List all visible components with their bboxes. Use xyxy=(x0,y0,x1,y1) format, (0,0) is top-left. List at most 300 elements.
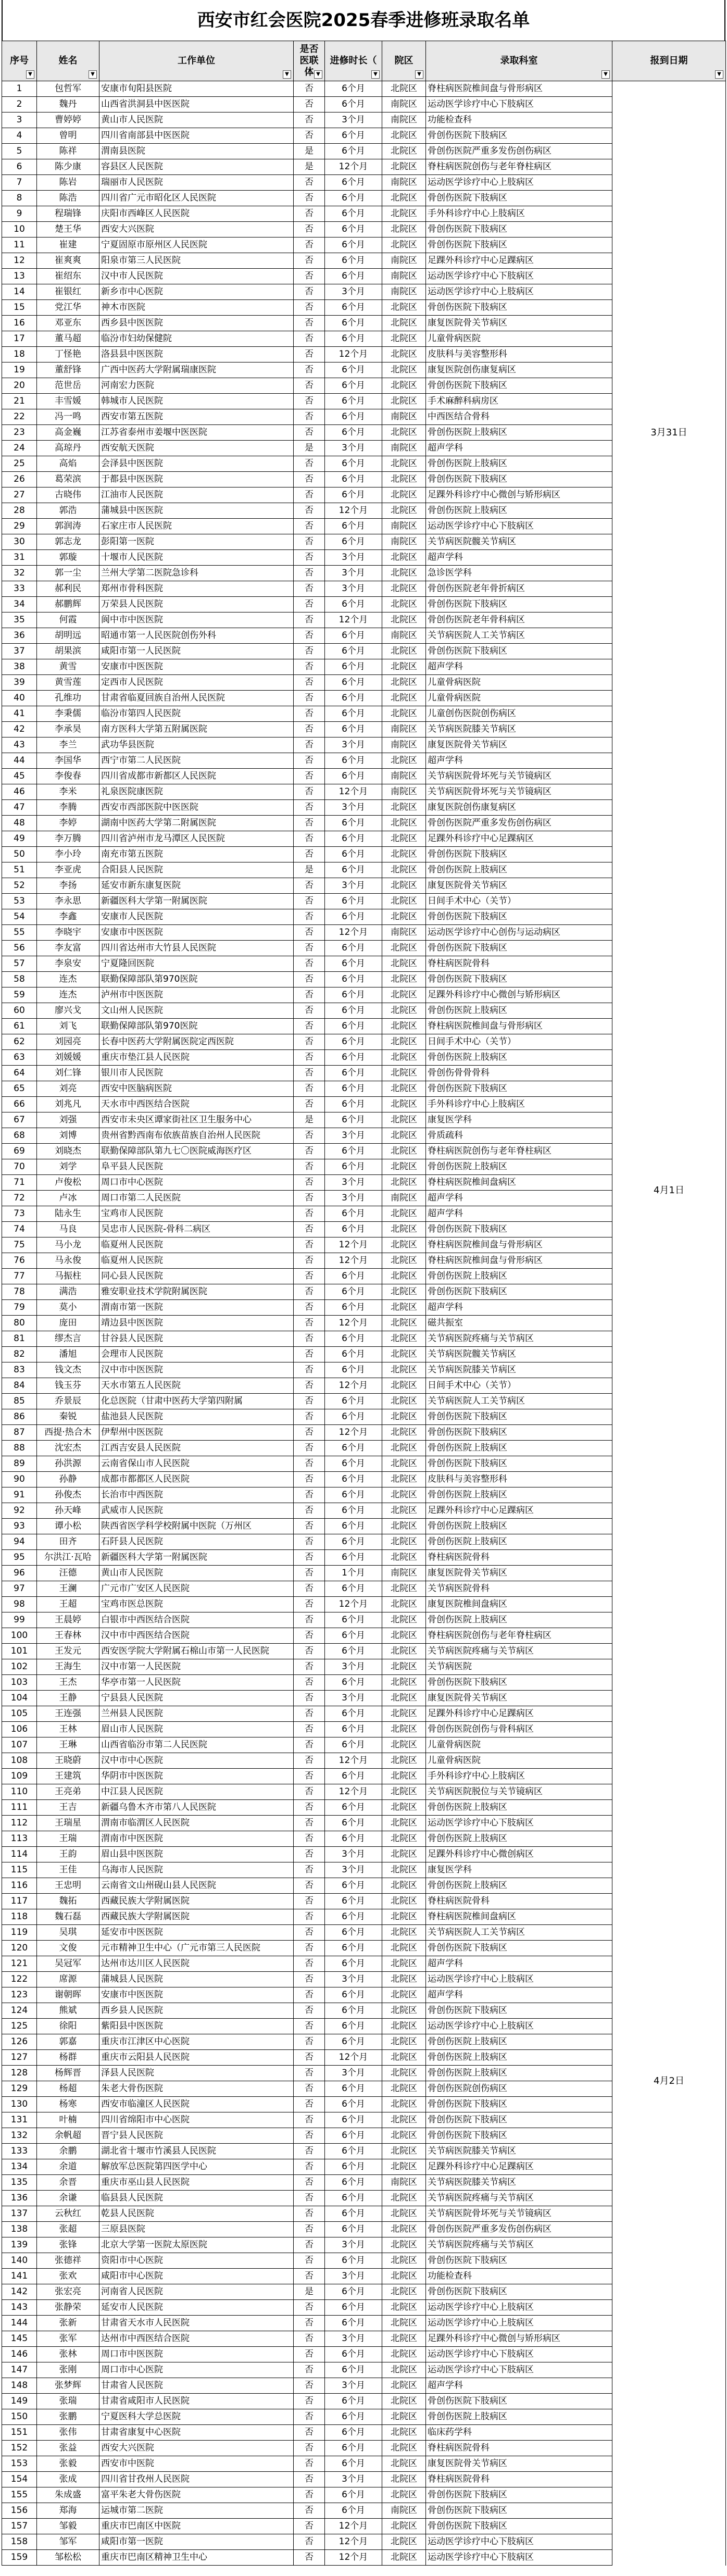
row-index: 7 xyxy=(2,175,37,191)
row-alliance: 否 xyxy=(294,2222,325,2237)
row-alliance: 否 xyxy=(294,1316,325,1331)
row-index: 136 xyxy=(2,2191,37,2206)
row-name: 李扬 xyxy=(37,878,99,894)
row-name: 张静荣 xyxy=(37,2300,99,2316)
row-department: 关节病医院髋关节病区 xyxy=(426,534,612,550)
row-campus: 南院区 xyxy=(382,112,426,128)
row-name: 张林 xyxy=(37,2347,99,2362)
row-duration: 6个月 xyxy=(325,1222,382,1237)
row-index: 131 xyxy=(2,2112,37,2128)
row-department: 骨创伤医院下肢病区 xyxy=(426,597,612,612)
filter-dropdown-icon[interactable]: ▼ xyxy=(371,70,380,79)
row-employer: 达州市达川区人民医院 xyxy=(99,1956,294,1972)
row-department: 手外科诊疗中心上肢病区 xyxy=(426,1097,612,1112)
row-department: 骨创伤医院上肢病区 xyxy=(426,1159,612,1175)
row-campus: 北院区 xyxy=(382,1112,426,1128)
row-campus: 北院区 xyxy=(382,1909,426,1925)
row-duration: 12个月 xyxy=(325,2550,382,2566)
row-campus: 北院区 xyxy=(382,597,426,612)
row-alliance: 否 xyxy=(294,612,325,628)
row-campus: 北院区 xyxy=(382,2378,426,2394)
row-campus: 北院区 xyxy=(382,566,426,581)
row-campus: 南院区 xyxy=(382,409,426,425)
row-index: 92 xyxy=(2,1503,37,1519)
row-campus: 南院区 xyxy=(382,925,426,941)
row-name: 王瑞 xyxy=(37,1831,99,1847)
row-duration: 6个月 xyxy=(325,2409,382,2425)
row-campus: 北院区 xyxy=(382,1972,426,1987)
row-department: 运动医学诊疗中心创伤与运动病区 xyxy=(426,925,612,941)
row-department: 儿童创伤医院创伤病区 xyxy=(426,706,612,722)
row-department: 超声学科 xyxy=(426,1956,612,1972)
row-employer: 重庆市江津区中心医院 xyxy=(99,2034,294,2050)
row-employer: 甘肃省临夏回族自治州人民医院 xyxy=(99,691,294,706)
row-duration: 3个月 xyxy=(325,1128,382,1144)
row-employer: 盐池县人民医院 xyxy=(99,1409,294,1425)
row-employer: 晋宁县人民医院 xyxy=(99,2128,294,2144)
row-employer: 武威市人民医院 xyxy=(99,1503,294,1519)
row-alliance: 否 xyxy=(294,503,325,519)
row-name: 卢冰 xyxy=(37,1191,99,1206)
row-index: 128 xyxy=(2,2066,37,2081)
row-employer: 北京大学第一医院太原医院 xyxy=(99,2237,294,2253)
row-department: 康复医院骨关节病区 xyxy=(426,1691,612,1706)
row-duration: 6个月 xyxy=(325,1831,382,1847)
row-campus: 北院区 xyxy=(382,1159,426,1175)
col-header-campus[interactable]: 院区 ▼ xyxy=(382,41,426,81)
row-name: 马振柱 xyxy=(37,1269,99,1284)
row-campus: 南院区 xyxy=(382,253,426,269)
row-duration: 6个月 xyxy=(325,2425,382,2441)
row-duration: 3个月 xyxy=(325,2378,382,2394)
row-duration: 6个月 xyxy=(325,316,382,331)
row-index: 66 xyxy=(2,1097,37,1112)
row-employer: 乾县人民医院 xyxy=(99,2206,294,2222)
row-duration: 6个月 xyxy=(325,847,382,862)
row-index: 134 xyxy=(2,2159,37,2175)
col-header-report-date[interactable]: 报到日期 ▼ xyxy=(612,41,726,81)
row-index: 154 xyxy=(2,2472,37,2487)
row-index: 76 xyxy=(2,1253,37,1269)
row-name: 党江华 xyxy=(37,300,99,316)
row-index: 105 xyxy=(2,1706,37,1722)
row-index: 90 xyxy=(2,1472,37,1487)
row-employer: 联勤保障部队第970医院 xyxy=(99,1019,294,1034)
row-duration: 3个月 xyxy=(325,2269,382,2284)
row-department: 骨创伤骨骨骨科 xyxy=(426,1066,612,1081)
row-employer: 天水市中西医结合医院 xyxy=(99,1097,294,1112)
row-campus: 北院区 xyxy=(382,550,426,566)
row-department: 超声学科 xyxy=(426,550,612,566)
row-campus: 北院区 xyxy=(382,1581,426,1597)
row-name: 魏拓 xyxy=(37,1894,99,1909)
row-alliance: 否 xyxy=(294,1159,325,1175)
row-name: 张宏亮 xyxy=(37,2284,99,2300)
row-duration: 6个月 xyxy=(325,1581,382,1597)
row-index: 68 xyxy=(2,1128,37,1144)
row-index: 158 xyxy=(2,2534,37,2550)
row-name: 郑海 xyxy=(37,2503,99,2519)
row-name: 汪德 xyxy=(37,1566,99,1581)
row-alliance: 否 xyxy=(294,1144,325,1159)
row-alliance: 否 xyxy=(294,284,325,300)
row-alliance: 否 xyxy=(294,1066,325,1081)
row-duration: 6个月 xyxy=(325,2128,382,2144)
row-duration: 6个月 xyxy=(325,816,382,831)
filter-dropdown-icon[interactable]: ▼ xyxy=(89,70,97,79)
row-alliance: 否 xyxy=(294,409,325,425)
row-name: 王忠明 xyxy=(37,1878,99,1894)
row-department: 骨创伤医院上肢病区 xyxy=(426,1269,612,1284)
row-employer: 西安大兴医院 xyxy=(99,2441,294,2456)
col-header-employer[interactable]: 工作单位 ▼ xyxy=(99,41,294,81)
col-header-index[interactable]: 序号 ▼ xyxy=(2,41,37,81)
row-name: 冯一鸣 xyxy=(37,409,99,425)
row-employer: 重庆市云阳县人民医院 xyxy=(99,2050,294,2066)
row-department: 皮肤科与美容整形科 xyxy=(426,347,612,362)
row-employer: 西安航天医院 xyxy=(99,441,294,456)
row-employer: 周口市中心医院 xyxy=(99,1175,294,1191)
row-duration: 6个月 xyxy=(325,97,382,112)
row-name: 王晨婷 xyxy=(37,1612,99,1628)
row-index: 43 xyxy=(2,737,37,753)
row-alliance: 否 xyxy=(294,1878,325,1894)
row-index: 70 xyxy=(2,1159,37,1175)
row-duration: 6个月 xyxy=(325,1159,382,1175)
row-duration: 6个月 xyxy=(325,2316,382,2331)
row-campus: 北院区 xyxy=(382,1222,426,1237)
row-duration: 12个月 xyxy=(325,159,382,175)
row-campus: 北院区 xyxy=(382,1128,426,1144)
row-index: 99 xyxy=(2,1612,37,1628)
row-employer: 延安市中医医院 xyxy=(99,1925,294,1941)
row-employer: 中江县人民医院 xyxy=(99,1784,294,1800)
row-name: 崔银红 xyxy=(37,284,99,300)
row-name: 李承昊 xyxy=(37,722,99,737)
row-employer: 银川市人民医院 xyxy=(99,1066,294,1081)
row-employer: 汉中市中西医结合医院 xyxy=(99,1628,294,1644)
row-name: 李小玲 xyxy=(37,847,99,862)
row-employer: 临县县人民医院 xyxy=(99,2191,294,2206)
row-employer: 临夏州人民医院 xyxy=(99,1253,294,1269)
row-campus: 北院区 xyxy=(382,1269,426,1284)
row-index: 3 xyxy=(2,112,37,128)
row-campus: 北院区 xyxy=(382,941,426,956)
row-alliance: 否 xyxy=(294,1941,325,1956)
row-alliance: 否 xyxy=(294,2331,325,2347)
row-campus: 北院区 xyxy=(382,1706,426,1722)
row-name: 孙洪源 xyxy=(37,1456,99,1472)
row-campus: 北院区 xyxy=(382,1659,426,1675)
row-name: 李万腾 xyxy=(37,831,99,847)
row-alliance: 否 xyxy=(294,2347,325,2362)
row-duration: 3个月 xyxy=(325,112,382,128)
row-duration: 6个月 xyxy=(325,2222,382,2237)
col-header-name[interactable]: 姓名 ▼ xyxy=(37,41,99,81)
row-alliance: 否 xyxy=(294,1128,325,1144)
row-duration: 6个月 xyxy=(325,1300,382,1316)
row-department: 骨创伤医院上肢病区 xyxy=(426,1441,612,1456)
row-employer: 西安医学院大学附属石棉山市第一人民医院 xyxy=(99,1644,294,1659)
row-employer: 广西中医药大学附属瑞康医院 xyxy=(99,362,294,378)
row-campus: 北院区 xyxy=(382,1862,426,1878)
row-duration: 6个月 xyxy=(325,237,382,253)
row-alliance: 是 xyxy=(294,159,325,175)
row-department: 脊柱病医院骨科 xyxy=(426,1894,612,1909)
row-alliance: 否 xyxy=(294,1769,325,1784)
filter-dropdown-icon[interactable]: ▼ xyxy=(314,70,322,79)
row-employer: 安康市中医医院 xyxy=(99,925,294,941)
filter-dropdown-icon[interactable]: ▼ xyxy=(601,70,610,79)
row-department: 关节病医院骨坏死与关节镜病区 xyxy=(426,769,612,784)
row-name: 杨寒 xyxy=(37,2097,99,2112)
row-campus: 北院区 xyxy=(382,1066,426,1081)
row-index: 47 xyxy=(2,800,37,816)
row-duration: 6个月 xyxy=(325,191,382,206)
row-index: 64 xyxy=(2,1066,37,1081)
row-employer: 四川省成都市新都区人民医院 xyxy=(99,769,294,784)
row-duration: 12个月 xyxy=(325,1597,382,1612)
row-alliance: 否 xyxy=(294,2050,325,2066)
row-duration: 6个月 xyxy=(325,222,382,237)
col-header-department[interactable]: 录取科室 ▼ xyxy=(426,41,612,81)
row-employer: 江油市人民医院 xyxy=(99,487,294,503)
row-campus: 北院区 xyxy=(382,2300,426,2316)
row-employer: 十堰市人民医院 xyxy=(99,550,294,566)
row-alliance: 否 xyxy=(294,2472,325,2487)
row-alliance: 否 xyxy=(294,2456,325,2472)
row-name: 张伟 xyxy=(37,2425,99,2441)
row-campus: 北院区 xyxy=(382,1722,426,1737)
row-index: 114 xyxy=(2,1847,37,1862)
row-campus: 北院区 xyxy=(382,2034,426,2050)
row-index: 61 xyxy=(2,1019,37,1034)
row-duration: 3个月 xyxy=(325,878,382,894)
row-name: 李腾 xyxy=(37,800,99,816)
row-department: 骨创伤医院下肢病区 xyxy=(426,1425,612,1441)
row-alliance: 否 xyxy=(294,2237,325,2253)
row-duration: 6个月 xyxy=(325,628,382,644)
filter-dropdown-icon[interactable]: ▼ xyxy=(26,70,34,79)
row-index: 55 xyxy=(2,925,37,941)
row-employer: 同心县人民医院 xyxy=(99,1269,294,1284)
row-campus: 北院区 xyxy=(382,2550,426,2566)
row-alliance: 否 xyxy=(294,2550,325,2566)
row-campus: 北院区 xyxy=(382,1456,426,1472)
row-alliance: 否 xyxy=(294,1628,325,1644)
row-campus: 北院区 xyxy=(382,1550,426,1566)
row-duration: 6个月 xyxy=(325,1081,382,1097)
row-name: 黄雪 xyxy=(37,659,99,675)
filter-dropdown-icon[interactable]: ▼ xyxy=(715,70,723,79)
row-alliance: 否 xyxy=(294,2081,325,2097)
row-index: 24 xyxy=(2,441,37,456)
row-alliance: 否 xyxy=(294,316,325,331)
row-duration: 6个月 xyxy=(325,300,382,316)
row-duration: 12个月 xyxy=(325,1784,382,1800)
row-index: 148 xyxy=(2,2378,37,2394)
row-index: 10 xyxy=(2,222,37,237)
row-alliance: 否 xyxy=(294,1487,325,1503)
row-campus: 北院区 xyxy=(382,300,426,316)
row-employer: 重庆市巴南区精神卫生中心 xyxy=(99,2550,294,2566)
row-index: 97 xyxy=(2,1581,37,1597)
row-alliance: 否 xyxy=(294,628,325,644)
row-name: 西提·热合木 xyxy=(37,1425,99,1441)
row-employer: 富平朱老大骨伤医院 xyxy=(99,2487,294,2503)
row-index: 84 xyxy=(2,1378,37,1394)
row-index: 57 xyxy=(2,956,37,972)
row-duration: 12个月 xyxy=(325,1753,382,1769)
row-alliance: 否 xyxy=(294,378,325,394)
row-department: 脊柱病医院椎间盘与骨形病区 xyxy=(426,1253,612,1269)
row-employer: 咸阳市第一医院 xyxy=(99,2534,294,2550)
report-date-cell: 3月31日 xyxy=(612,81,726,784)
row-department: 骨创伤医院上肢病区 xyxy=(426,1878,612,1894)
row-department: 足踝外科诊疗中心足踝病区 xyxy=(426,1503,612,1519)
row-department: 骨创伤医院老年骨科病区 xyxy=(426,612,612,628)
row-name: 刘强 xyxy=(37,1112,99,1128)
row-name: 包哲军 xyxy=(37,81,99,97)
row-duration: 12个月 xyxy=(325,1316,382,1331)
row-index: 109 xyxy=(2,1769,37,1784)
row-alliance: 否 xyxy=(294,769,325,784)
row-employer: 天水市第五人民医院 xyxy=(99,1378,294,1394)
row-duration: 6个月 xyxy=(325,831,382,847)
row-index: 143 xyxy=(2,2300,37,2316)
row-alliance: 否 xyxy=(294,1659,325,1675)
row-index: 91 xyxy=(2,1487,37,1503)
row-campus: 南院区 xyxy=(382,1191,426,1206)
row-campus: 北院区 xyxy=(382,347,426,362)
row-alliance: 否 xyxy=(294,2441,325,2456)
row-index: 107 xyxy=(2,1737,37,1753)
row-alliance: 否 xyxy=(294,128,325,144)
row-department: 功能检查科 xyxy=(426,2269,612,2284)
row-department: 骨创伤医院上肢病区 xyxy=(426,1519,612,1534)
col-header-duration[interactable]: 进修时长（ ▼ xyxy=(325,41,382,81)
row-name: 郭一尘 xyxy=(37,566,99,581)
row-campus: 北院区 xyxy=(382,987,426,1003)
row-alliance: 否 xyxy=(294,487,325,503)
row-name: 廖兴戈 xyxy=(37,1003,99,1019)
row-department: 关节病医院膝关节病区 xyxy=(426,1362,612,1378)
row-index: 153 xyxy=(2,2456,37,2472)
row-employer: 会理市人民医院 xyxy=(99,1347,294,1362)
row-name: 李婷 xyxy=(37,816,99,831)
row-duration: 6个月 xyxy=(325,2206,382,2222)
row-department: 骨创伤医院下肢病区 xyxy=(426,972,612,987)
row-duration: 3个月 xyxy=(325,2237,382,2253)
row-duration: 1个月 xyxy=(325,1566,382,1581)
row-department: 骨创伤医院下肢病区 xyxy=(426,2394,612,2409)
row-department: 中西医结合骨科 xyxy=(426,409,612,425)
row-name: 崔建 xyxy=(37,237,99,253)
row-name: 孙静 xyxy=(37,1472,99,1487)
row-name: 刘飞 xyxy=(37,1019,99,1034)
row-name: 吴琪 xyxy=(37,1925,99,1941)
row-alliance: 否 xyxy=(294,566,325,581)
row-campus: 北院区 xyxy=(382,1378,426,1394)
row-name: 马良 xyxy=(37,1222,99,1237)
row-department: 脊柱病医院椎间盘与骨形病区 xyxy=(426,1237,612,1253)
filter-dropdown-icon[interactable]: ▼ xyxy=(283,70,291,79)
row-index: 132 xyxy=(2,2128,37,2144)
row-duration: 6个月 xyxy=(325,253,382,269)
row-department: 骨创伤医院上肢病区 xyxy=(426,1612,612,1628)
row-employer: 武功华县医院 xyxy=(99,737,294,753)
row-index: 95 xyxy=(2,1550,37,1566)
row-duration: 6个月 xyxy=(325,1722,382,1737)
row-employer: 长春中医药大学附属医院定西医院 xyxy=(99,1034,294,1050)
row-name: 王佳 xyxy=(37,1862,99,1878)
row-index: 82 xyxy=(2,1347,37,1362)
row-name: 邹毅 xyxy=(37,2519,99,2534)
row-department: 关节病医院骨坏死与关节镜病区 xyxy=(426,2206,612,2222)
row-index: 157 xyxy=(2,2519,37,2534)
row-duration: 6个月 xyxy=(325,597,382,612)
row-department: 骨创伤医院上肢病区 xyxy=(426,456,612,472)
row-alliance: 否 xyxy=(294,1894,325,1909)
row-index: 37 xyxy=(2,644,37,659)
row-department: 关节病医院膝关节病区 xyxy=(426,2144,612,2159)
row-campus: 北院区 xyxy=(382,2206,426,2222)
row-employer: 云南省文山州砚山县人民医院 xyxy=(99,1878,294,1894)
row-index: 22 xyxy=(2,409,37,425)
row-index: 113 xyxy=(2,1831,37,1847)
row-name: 王瑞星 xyxy=(37,1816,99,1831)
row-department: 脊柱病医院椎间盘病区 xyxy=(426,1175,612,1191)
row-alliance: 否 xyxy=(294,2034,325,2050)
row-duration: 6个月 xyxy=(325,206,382,222)
row-department: 骨创伤医院上肢病区 xyxy=(426,2409,612,2425)
row-alliance: 否 xyxy=(294,1097,325,1112)
row-duration: 6个月 xyxy=(325,362,382,378)
row-index: 89 xyxy=(2,1456,37,1472)
row-department: 手术麻醉科病房区 xyxy=(426,394,612,409)
row-department: 骨创伤医院下肢病区 xyxy=(426,2128,612,2144)
row-employer: 西安中医脑病医院 xyxy=(99,1081,294,1097)
row-department: 骨创伤医院下肢病区 xyxy=(426,222,612,237)
row-index: 69 xyxy=(2,1144,37,1159)
row-duration: 3个月 xyxy=(325,1972,382,1987)
row-campus: 北院区 xyxy=(382,706,426,722)
row-duration: 3个月 xyxy=(325,800,382,816)
page-title: 西安市红会医院2025春季进修班录取名单 xyxy=(2,0,725,41)
table-row xyxy=(2,1597,726,1612)
row-department: 康复医学科 xyxy=(426,1862,612,1878)
row-department: 康复医院骨关节病区 xyxy=(426,878,612,894)
row-campus: 北院区 xyxy=(382,144,426,159)
row-index: 54 xyxy=(2,909,37,925)
row-alliance: 否 xyxy=(294,1644,325,1659)
row-name: 张新 xyxy=(37,2316,99,2331)
col-header-alliance[interactable]: 是否医联体 ▼ xyxy=(294,41,325,81)
filter-dropdown-icon[interactable]: ▼ xyxy=(415,70,423,79)
row-campus: 南院区 xyxy=(382,784,426,800)
row-campus: 北院区 xyxy=(382,503,426,519)
row-campus: 北院区 xyxy=(382,909,426,925)
row-employer: 兰州县人民医院 xyxy=(99,1706,294,1722)
row-alliance: 是 xyxy=(294,441,325,456)
row-alliance: 否 xyxy=(294,581,325,597)
row-name: 余谦 xyxy=(37,2191,99,2206)
row-duration: 6个月 xyxy=(325,2003,382,2019)
row-employer: 兰州大学第二医院急诊科 xyxy=(99,566,294,581)
row-campus: 北院区 xyxy=(382,159,426,175)
row-duration: 6个月 xyxy=(325,519,382,534)
row-index: 18 xyxy=(2,347,37,362)
